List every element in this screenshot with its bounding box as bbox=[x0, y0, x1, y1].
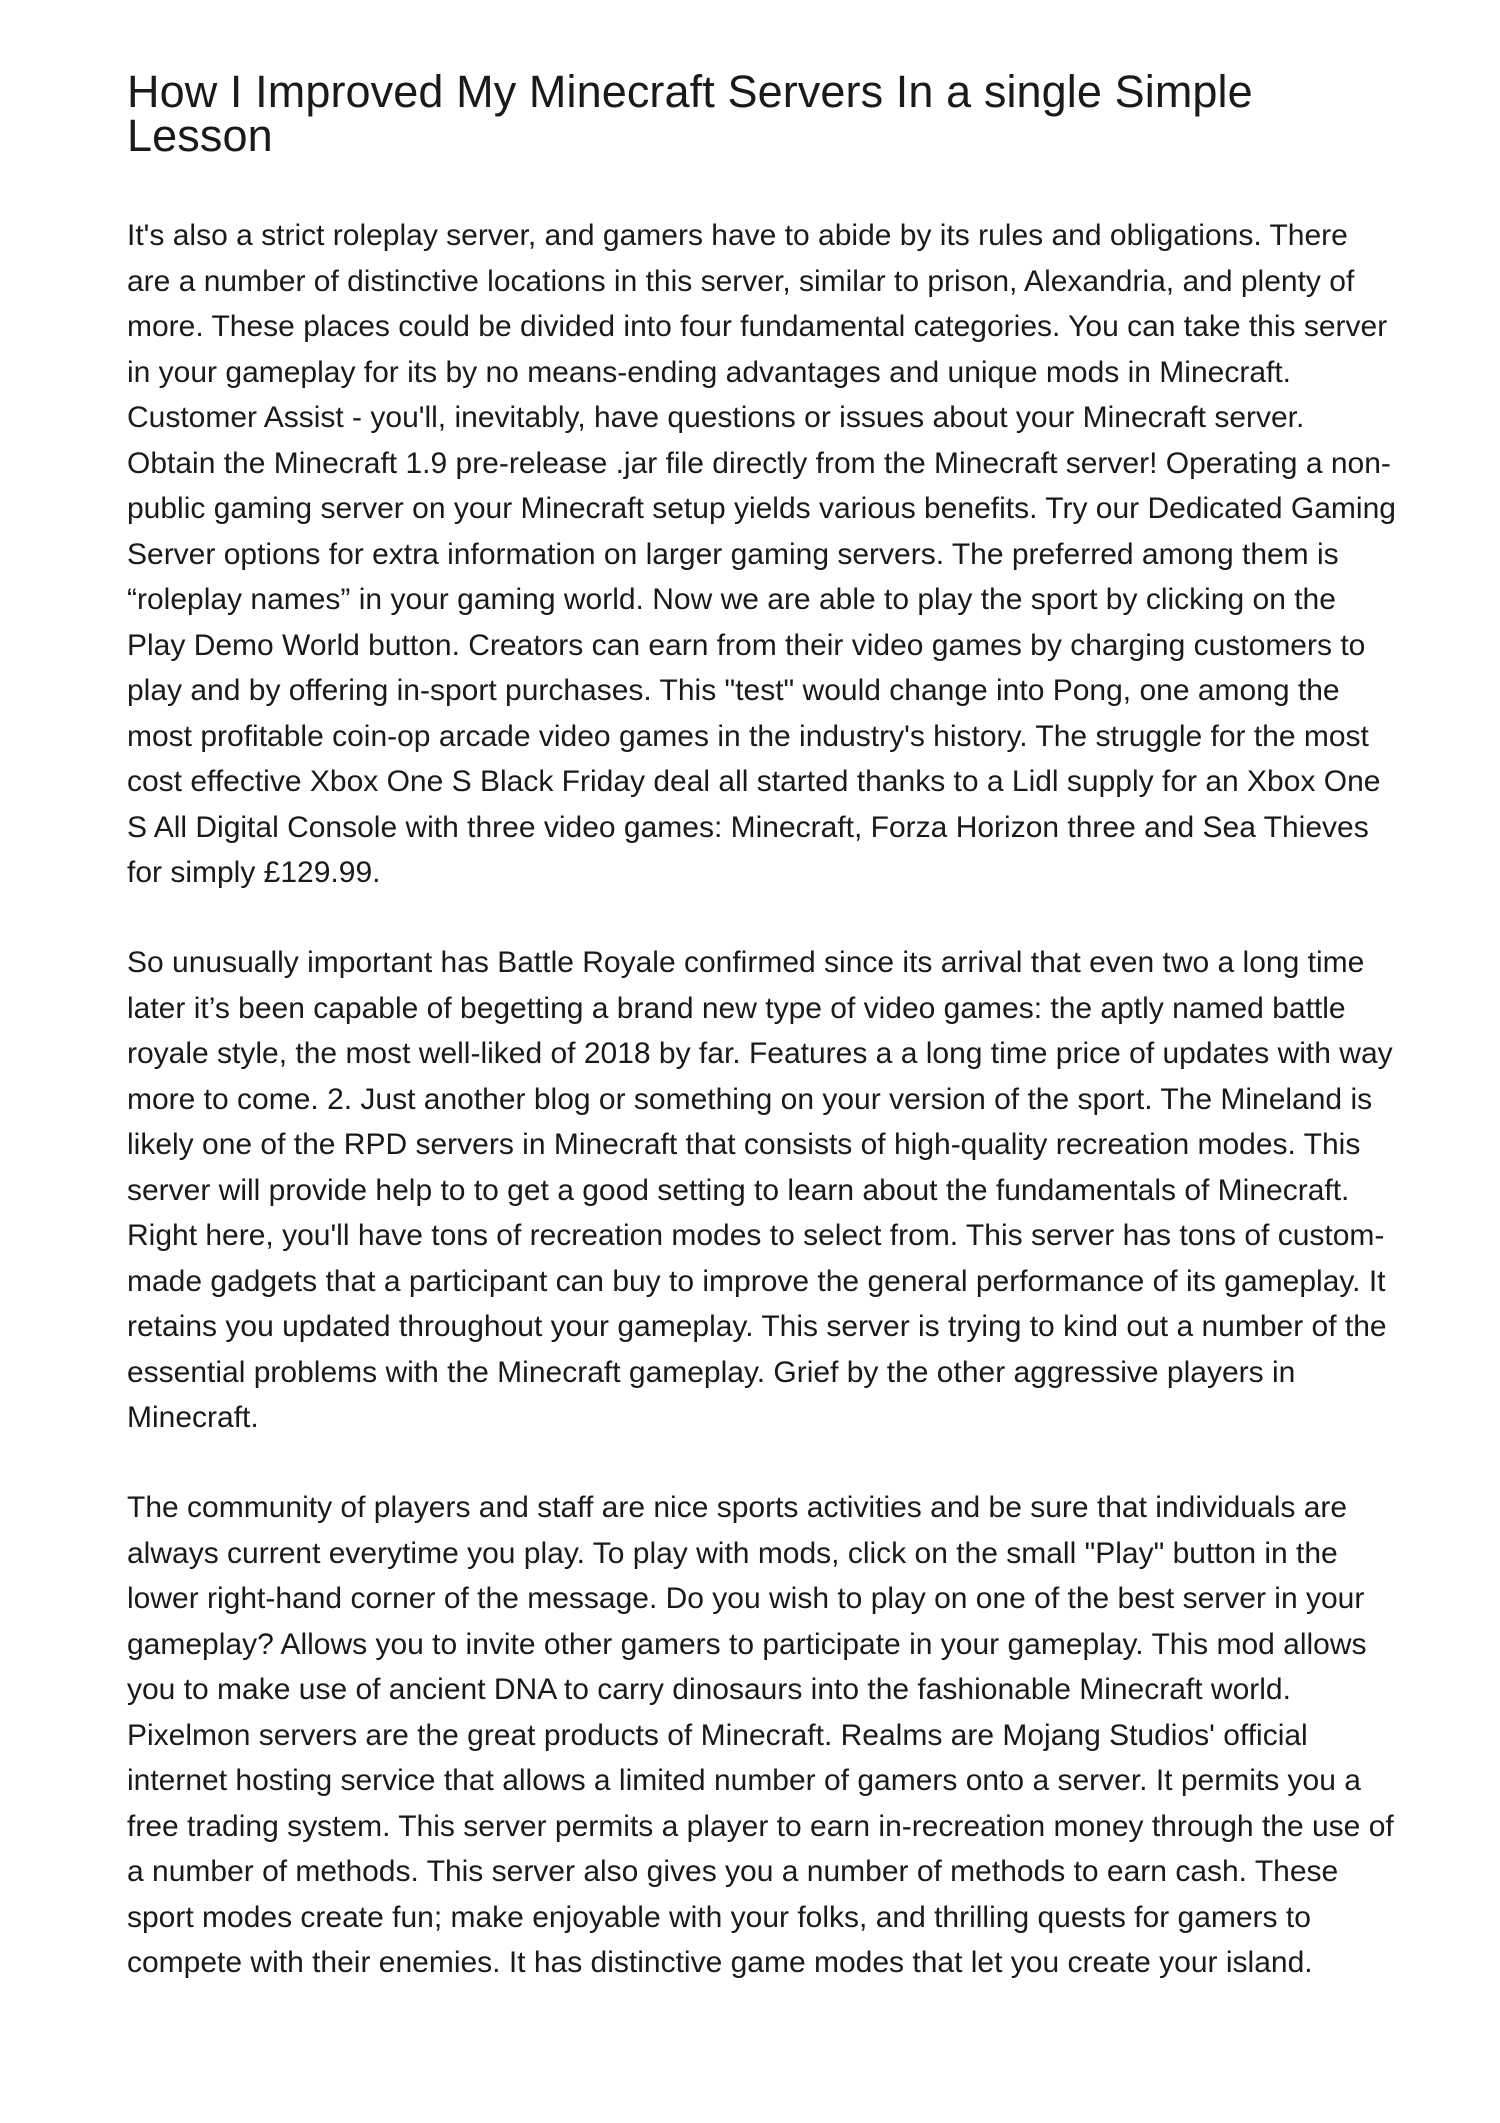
body-paragraph-1: It's also a strict roleplay server, and gamers have to abide by its rules and obligations. There are a number of distinctive locations in this server, similar to prison, Alexandria, and plenty of more. These places could be divided into four fundamental categories. You can take this server in your gameplay for its by no means-ending advantages and unique mods in Minecraft. Customer Assist - you'll, inevitably, have questions or issues about your Minecraft server. Obtain the Minecraft 1.9 pre-release .jar file directly from the Minecraft server! Operating a non-public gaming server on your Minecraft setup yields various benefits. Try our Dedicated Gaming Server options for extra information on larger gaming servers. The preferred among them is “roleplay names” in your gaming world. Now we are able to play the sport by clicking on the Play Demo World button. Creators can earn from their video games by charging customers to play and by offering in-sport purchases. This "test" would change into Pong, one among the most profitable coin-op arcade video games in the industry's history. The struggle for the most cost effective Xbox One S Black Friday deal all started thanks to a Lidl supply for an Xbox One S All Digital Console with three video games: Minecraft, Forza Horizon three and Sea Thieves for simply £129.99. bbox=[127, 219, 1396, 889]
body-paragraph-2: So unusually important has Battle Royale confirmed since its arrival that even two a long time later it’s been capable of begetting a brand new type of video games: the aptly named battle royale style, the most well-liked of 2018 by far. Features a a long time price of updates with way more to come. 2. Just another blog or something on your version of the sport. The Mineland is likely one of the RPD servers in Minecraft that consists of high-quality recreation modes. This server will provide help to to get a good setting to learn about the fundamentals of Minecraft. Right here, you'll have tons of recreation modes to select from. This server has tons of custom-made gadgets that a participant can buy to improve the general performance of its gameplay. It retains you updated throughout your gameplay. This server is trying to kind out a number of the essential problems with the Minecraft gameplay. Grief by the other aggressive players in Minecraft. bbox=[127, 946, 1393, 1434]
page-title: How I Improved My Minecraft Servers In a single Simple Lesson bbox=[127, 66, 1253, 161]
body-paragraph-3: The community of players and staff are nice sports activities and be sure that individuals are always current everytime you play. To play with mods, click on the small "Play" button in the lower right-hand corner of the message. Do you wish to play on one of the best server in your gameplay? Allows you to invite other gamers to participate in your gameplay. This mod allows you to make use of ancient DNA to carry dinosaurs into the fashionable Minecraft world. Pixelmon servers are the great products of Minecraft. Realms are Mojang Studios' official internet hosting service that allows a limited number of gamers onto a server. It permits you a free trading system. This server permits a player to earn in-recreation money through the use of a number of methods. This server also gives you a number of methods to earn cash. These sport modes create fun; make enjoyable with your folks, and thrilling quests for gamers to compete with their enemies. It has distinctive game modes that let you create your island. bbox=[127, 1491, 1394, 1979]
